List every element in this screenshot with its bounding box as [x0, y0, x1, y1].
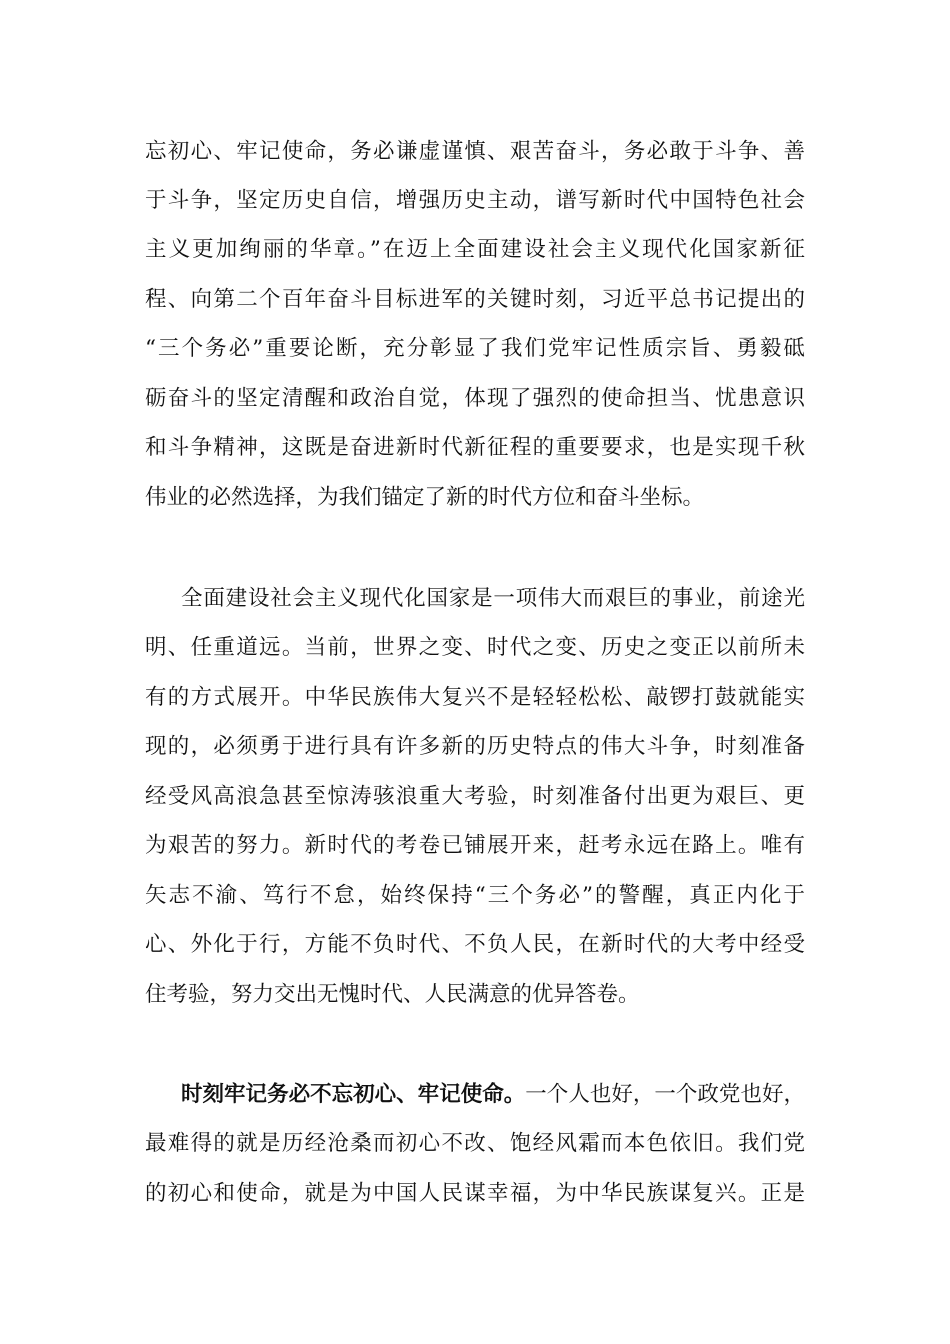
paragraph-1-line-8: 伟业的必然选择，为我们锚定了新的时代方位和奋斗坐标。 — [145, 485, 705, 510]
paragraph-2-line-6: 为艰苦的努力。新时代的考卷已铺展开来，赶考永远在路上。唯有 — [145, 833, 805, 858]
paragraph-2-line-2: 明、任重道远。当前，世界之变、时代之变、历史之变正以前所未 — [145, 635, 805, 660]
paragraph-1-line-4: 程、向第二个百年奋斗目标进军的关键时刻，习近平总书记提出的 — [145, 287, 805, 312]
paragraph-1-line-1: 忘初心、牢记使命，务必谦虚谨慎、艰苦奋斗，务必敢于斗争、善 — [145, 139, 805, 164]
paragraph-1-line-5: “三个务必”重要论断，充分彰显了我们党牢记性质宗旨、勇毅砥 — [145, 336, 805, 361]
paragraph-2-line-4: 现的，必须勇于进行具有许多新的历史特点的伟大斗争，时刻准备 — [145, 734, 805, 759]
paragraph-3-line-2: 最难得的就是历经沧桑而初心不改、饱经风霜而本色依旧。我们党 — [145, 1131, 805, 1156]
paragraph-1-line-3: 主义更加绚丽的华章。”在迈上全面建设社会主义现代化国家新征 — [145, 237, 805, 262]
paragraph-2-line-9: 住考验，努力交出无愧时代、人民满意的优异答卷。 — [145, 982, 640, 1007]
paragraph-1-line-6: 砺奋斗的坚定清醒和政治自觉，体现了强烈的使命担当、忧患意识 — [145, 386, 805, 411]
paragraph-1-line-7: 和斗争精神，这既是奋进新时代新征程的重要要求，也是实现千秋 — [145, 435, 805, 460]
paragraph-1-line-2: 于斗争，坚定历史自信，增强历史主动，谱写新时代中国特色社会 — [145, 188, 805, 213]
paragraph-3-line-1-text: 一个人也好，一个政党也好， — [525, 1082, 805, 1107]
paragraph-3-line-1 — [181, 1075, 805, 1115]
paragraph-2-line-7: 矢志不渝、笃行不怠，始终保持“三个务必”的警醒，真正内化于 — [145, 883, 805, 908]
paragraph-2-line-3: 有的方式展开。中华民族伟大复兴不是轻轻松松、敲锣打鼓就能实 — [145, 685, 805, 710]
paragraph-2-line-8: 心、外化于行，方能不负时代、不负人民，在新时代的大考中经受 — [145, 932, 805, 957]
paragraph-2-line-5: 经受风高浪急甚至惊涛骇浪重大考验，时刻准备付出更为艰巨、更 — [145, 784, 805, 809]
paragraph-3-heading: 时刻牢记务必不忘初心、牢记使命。 — [181, 1082, 526, 1107]
paragraph-3-line-3: 的初心和使命，就是为中国人民谋幸福，为中华民族谋复兴。正是 — [145, 1181, 805, 1206]
paragraph-2-line-1: 全面建设社会主义现代化国家是一项伟大而艰巨的事业，前途光 — [181, 586, 805, 611]
